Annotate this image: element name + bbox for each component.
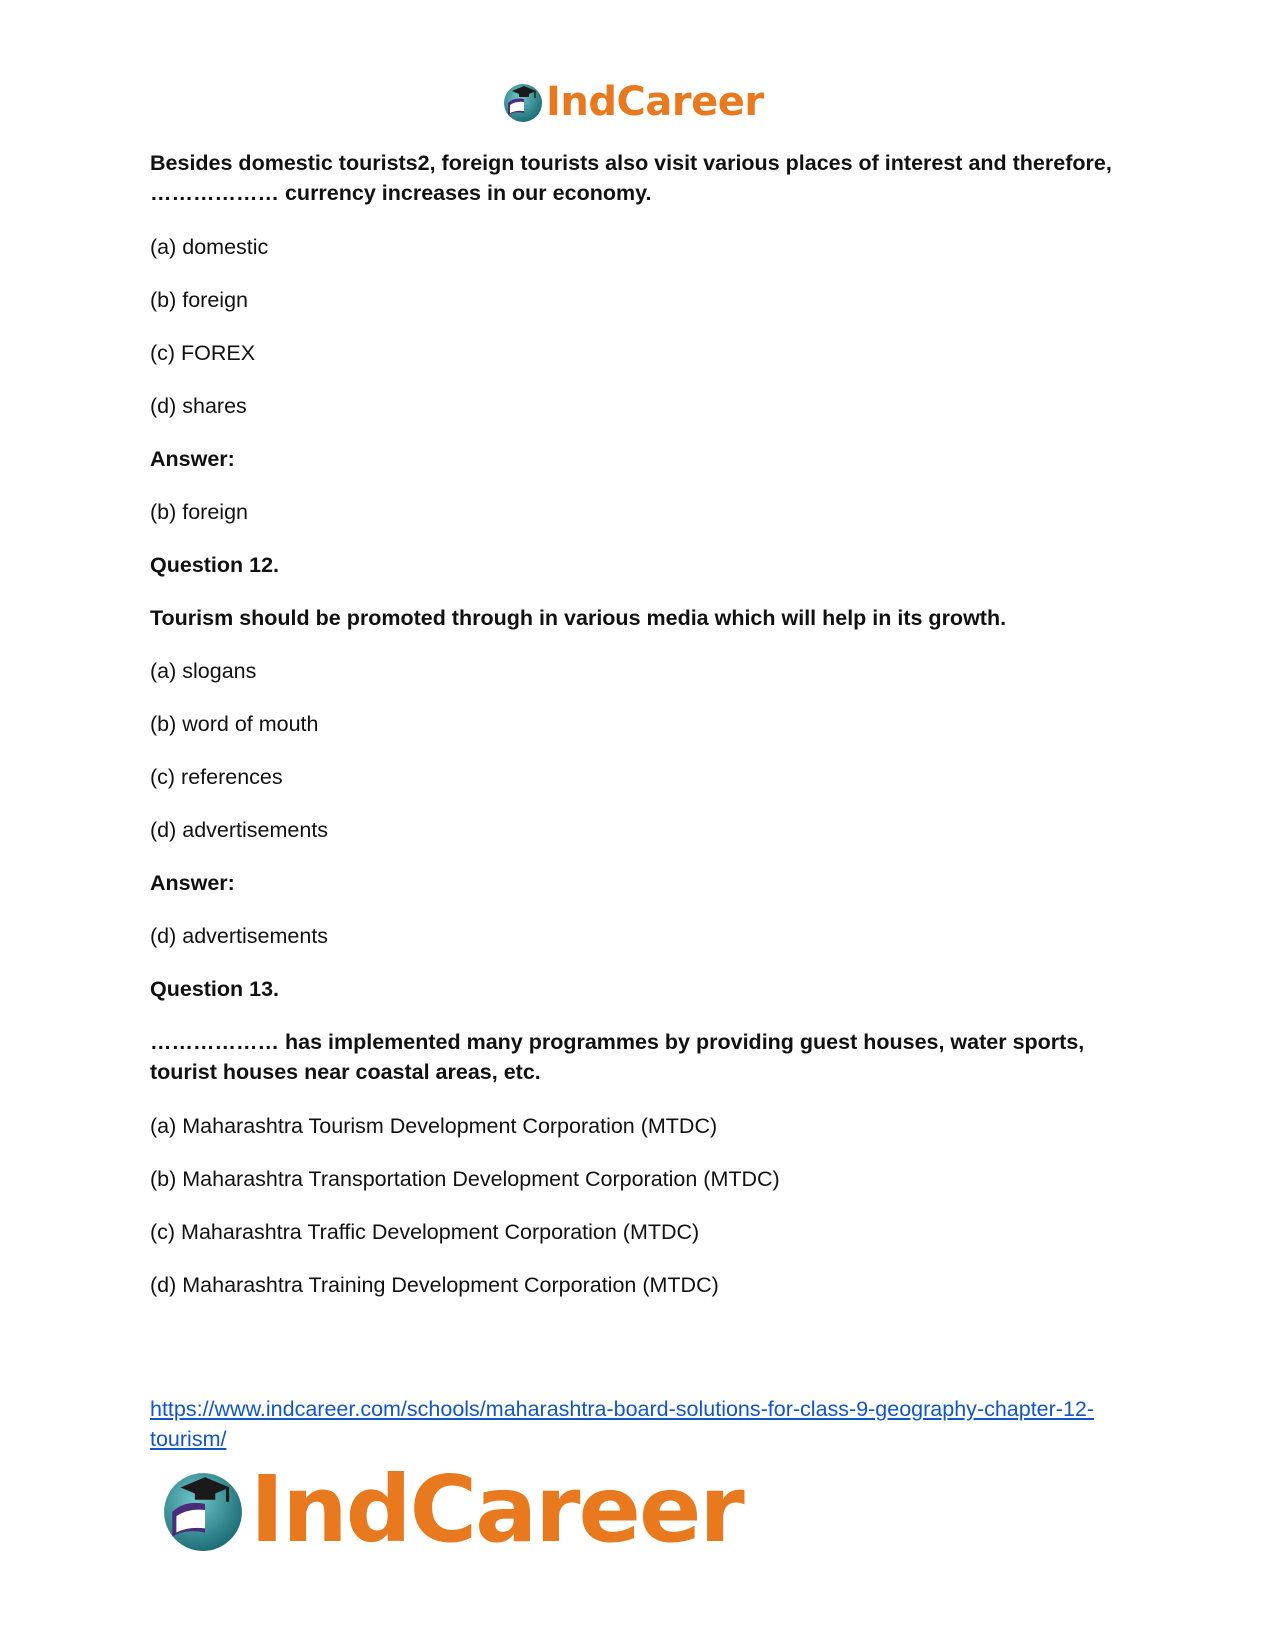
graduation-book-globe-icon	[502, 81, 544, 123]
logo-text: IndCareer	[250, 1456, 743, 1563]
q12-answer: (d) advertisements	[150, 924, 329, 948]
graduation-book-globe-icon	[160, 1467, 246, 1553]
q12-option-a: (a) slogans	[150, 659, 257, 683]
q13-option-c: (c) Maharashtra Traffic Development Corporation (MTDC)	[150, 1220, 700, 1244]
question-12-heading: Question 12.	[150, 553, 280, 577]
q11-option-c: (c) FOREX	[150, 341, 256, 365]
question-13-heading: Question 13.	[150, 977, 280, 1001]
document-body	[150, 148, 1130, 1300]
q13-option-d: (d) Maharashtra Training Development Corporation (MTDC)	[150, 1273, 719, 1297]
question-12-text: Tourism should be promoted through in various media which will help in its growth.	[150, 606, 1007, 630]
q11-answer-label: Answer:	[150, 447, 235, 471]
q12-option-d: (d) advertisements	[150, 818, 329, 842]
q11-option-a: (a) domestic	[150, 235, 269, 259]
footer-logo	[160, 1456, 743, 1563]
q11-option-d: (d) shares	[150, 394, 247, 418]
question-13-text: ……………… has implemented many programmes by providing guest houses, water sports, tourist houses near coastal areas, etc.	[150, 1030, 1085, 1084]
source-link[interactable]: https://www.indcareer.com/schools/maharashtra-board-solutions-for-class-9-geography-chapter-12-tourism/	[150, 1397, 1095, 1451]
q13-option-a: (a) Maharashtra Tourism Development Corporation (MTDC)	[150, 1114, 718, 1138]
q13-option-b: (b) Maharashtra Transportation Development Corporation (MTDC)	[150, 1167, 780, 1191]
q11-answer: (b) foreign	[150, 500, 248, 524]
q11-option-b: (b) foreign	[150, 288, 248, 312]
q12-answer-label: Answer:	[150, 871, 235, 895]
q12-option-b: (b) word of mouth	[150, 712, 319, 736]
logo-text: IndCareer	[546, 79, 764, 125]
q12-option-c: (c) references	[150, 765, 283, 789]
question-11-text: Besides domestic tourists2, foreign tourists also visit various places of interest and therefore, ……………… currency increases in our economy.	[150, 151, 1112, 205]
header-logo	[502, 78, 764, 126]
